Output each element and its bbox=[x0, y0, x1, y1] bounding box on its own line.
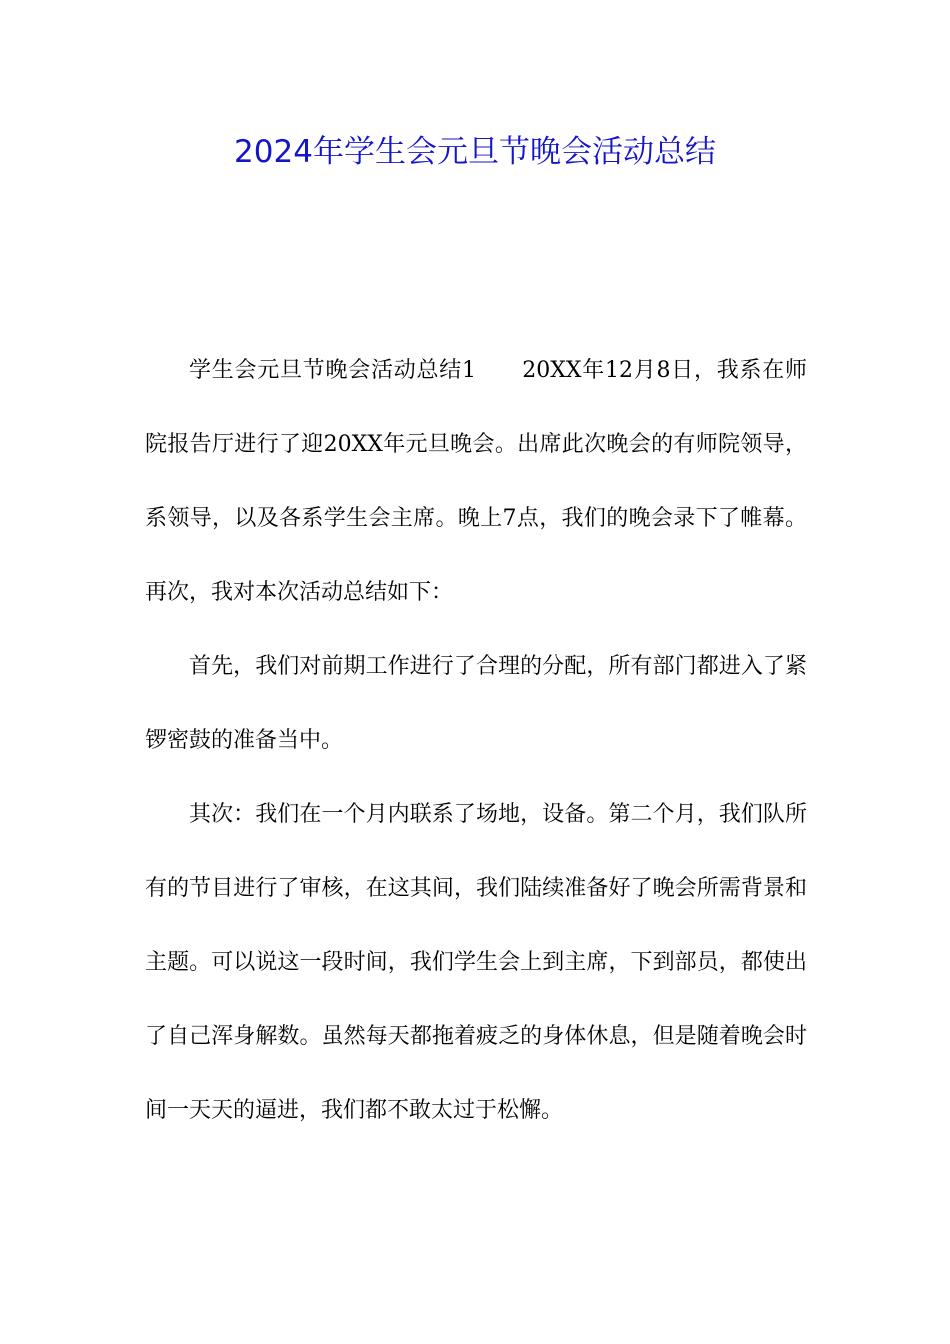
paragraph-2: 首先，我们对前期工作进行了合理的分配，所有部门都进入了紧锣密鼓的准备当中。 bbox=[145, 654, 807, 753]
document-body bbox=[145, 334, 807, 1148]
document-title: 2024年学生会元旦节晚会活动总结 bbox=[234, 134, 716, 170]
paragraph-1: 学生会元旦节晚会活动总结1 20XX年12月8日，我系在师院报告厅进行了迎20XX年元旦晚会。出席此次晚会的有师院领导，系领导，以及各系学生会主席。晚上7点，我们的晚会录下了帷幕。再次，我对本次活动总结如下： bbox=[145, 358, 807, 605]
paragraph-3: 其次：我们在一个月内联系了场地，设备。第二个月，我们队所有的节目进行了审核，在这其间，我们陆续准备好了晚会所需背景和主题。可以说这一段时间，我们学生会上到主席，下到部员，都使出了自己浑身解数。虽然每天都拖着疲乏的身体休息，但是随着晚会时间一天天的逼进，我们都不敢太过于松懈。 bbox=[145, 802, 807, 1123]
